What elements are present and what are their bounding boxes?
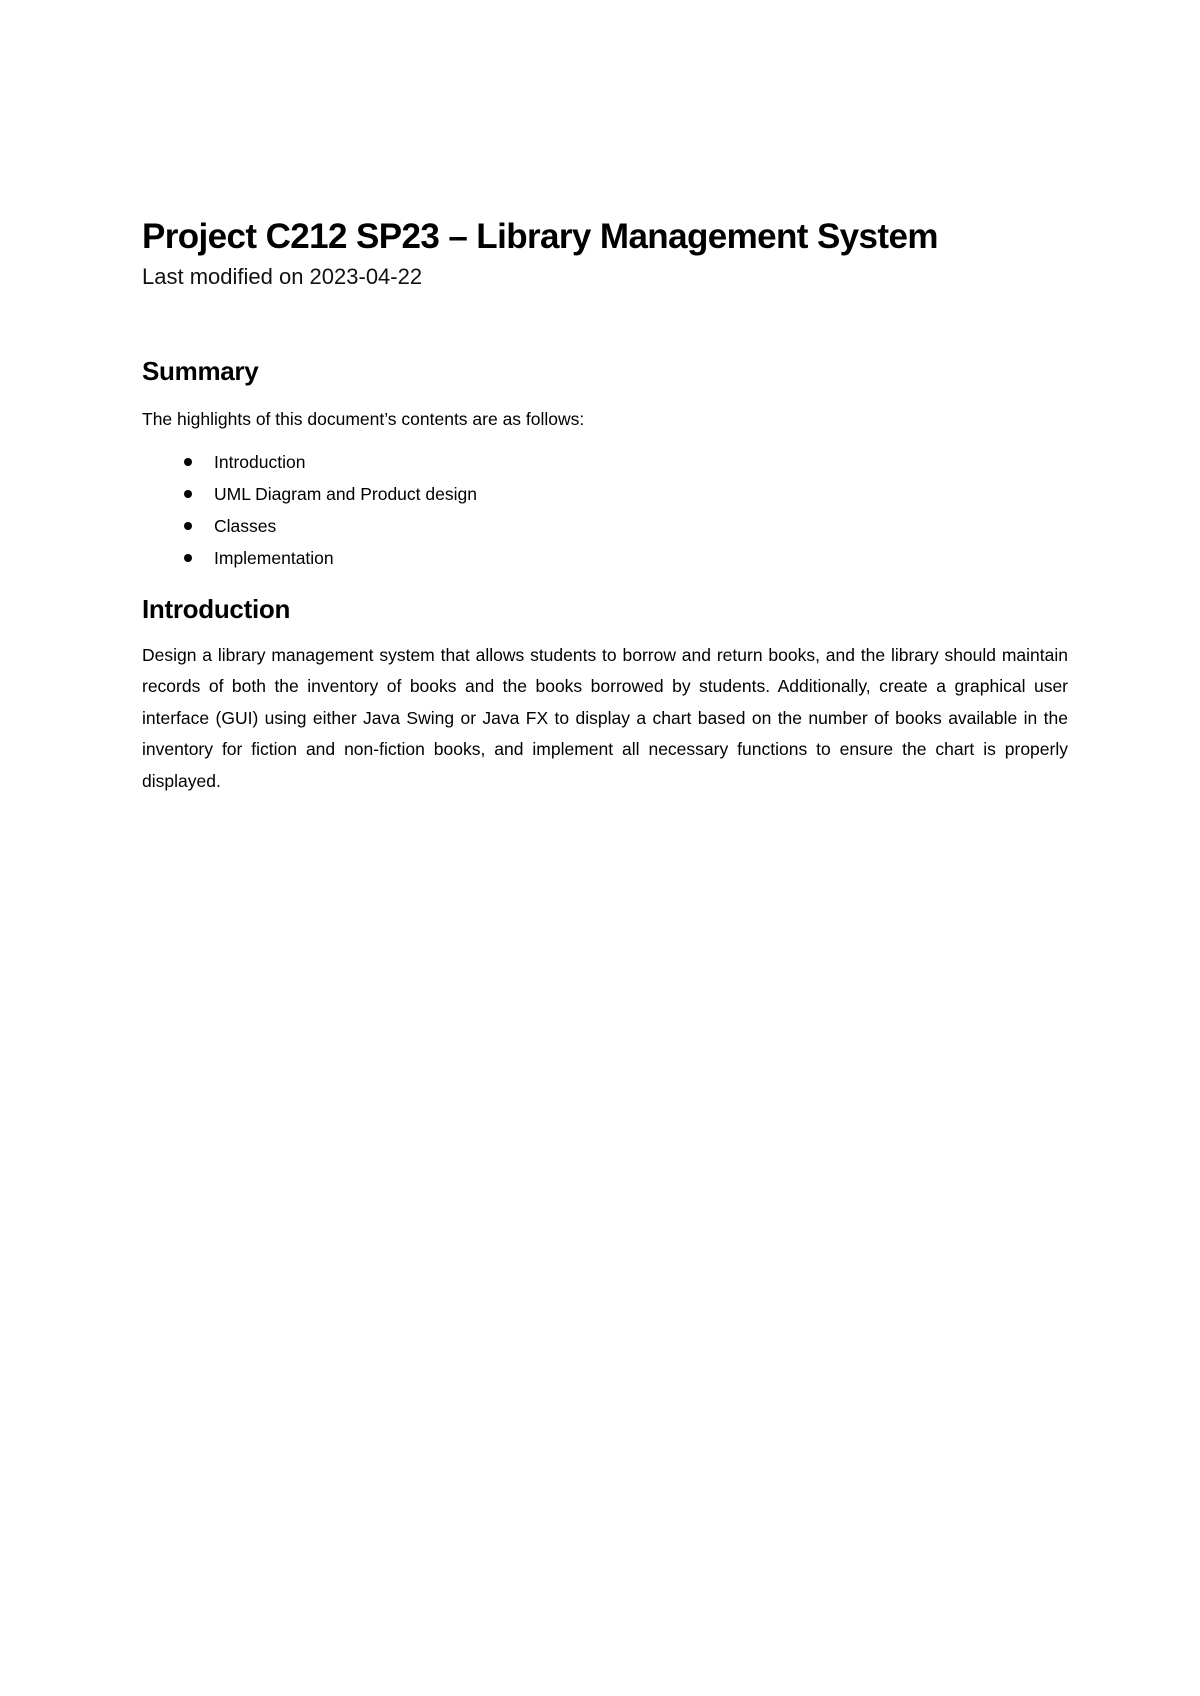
introduction-heading: Introduction [142, 593, 291, 624]
summary-list-item [142, 446, 1068, 478]
document-title: Project C212 SP23 – Library Management System [142, 217, 938, 256]
summary-list-item-label: UML Diagram and Product design [214, 483, 477, 504]
summary-list [142, 446, 1068, 574]
summary-list-item [142, 542, 1068, 574]
summary-list-item [142, 510, 1068, 542]
summary-heading: Summary [142, 356, 259, 386]
introduction-body: Design a library management system that allows students to borrow and return books, and the library should maintain records of both the inventory of books and the books borrowed by students. Additionally, create a graphical user interface (GUI) using either Java Swing or Java FX to display a chart based on the number of books available in the inventory for fiction and non-fiction books, and implement all necessary functions to ensure the chart is properly displayed. [142, 644, 1068, 791]
summary-list-item-label: Introduction [214, 451, 306, 472]
bullet-icon [184, 458, 192, 466]
summary-list-item [142, 478, 1068, 510]
summary-intro: The highlights of this document’s contents are as follows: [142, 409, 585, 429]
summary-list-item-label: Classes [214, 515, 277, 536]
page-content [142, 214, 1068, 797]
summary-list-item-label: Implementation [214, 547, 334, 568]
bullet-icon [184, 490, 192, 498]
bullet-icon [184, 554, 192, 562]
last-modified-date: Last modified on 2023-04-22 [142, 264, 423, 289]
bullet-icon [184, 522, 192, 530]
